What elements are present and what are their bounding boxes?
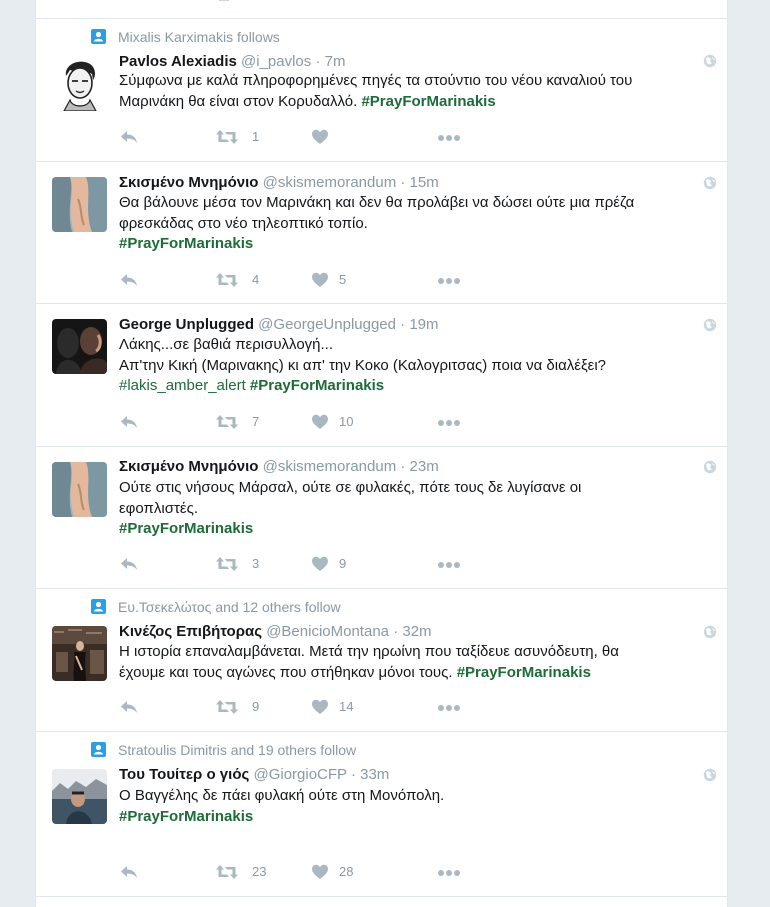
tweet-text-segment: έχουμε και τους αγώνες που στήθηκαν μόνοι τους. <box>119 663 457 681</box>
heart-icon <box>311 271 329 289</box>
retweet-button[interactable] <box>215 554 275 574</box>
user-fullname[interactable]: Του Τουίτερ ο γιός <box>119 766 250 783</box>
tweet[interactable] <box>36 162 727 304</box>
heart-icon <box>311 863 329 881</box>
like-button[interactable] <box>311 127 371 147</box>
tweet[interactable] <box>36 732 727 897</box>
tweet-header <box>119 173 439 193</box>
reply-button[interactable] <box>119 862 143 882</box>
tweet-text-segment: Απ'την Κική (Μαριvακης) κι απ' την Κοκο (Καλογριτσας) ποια να διαλέξει? <box>119 356 607 374</box>
context-text[interactable]: Stratoulis Dimitris and 19 others follow <box>118 742 357 758</box>
tweet-line <box>119 234 689 255</box>
time-separator: · <box>400 316 406 333</box>
more-button[interactable] <box>437 554 463 574</box>
tweet-text-segment: Ούτε στις νήσους Μάρσαλ, ούτε σε φυλακές, πότε τους δε λυγίσανε οι <box>119 479 582 496</box>
hashtag-link[interactable]: #PrayForMarinakis <box>361 92 496 110</box>
retweet-button[interactable] <box>215 862 275 882</box>
retweet-count: 1 <box>252 129 260 144</box>
hashtag-link[interactable]: #PrayForMarinakis <box>456 663 591 681</box>
time-separator: · <box>400 174 406 191</box>
retweet-count: 7 <box>252 414 260 429</box>
tweet-text-segment: Σύμφωνα με καλά πληροφορημένες πηγές τα στούντιο του νέου καναλιού του <box>119 72 633 89</box>
tweet[interactable] <box>36 18 727 162</box>
user-handle[interactable]: @BenicioMontana <box>266 623 390 640</box>
tweet[interactable] <box>36 304 727 447</box>
tweet-time[interactable]: 7m <box>324 53 346 70</box>
user-fullname[interactable]: Pavlos Alexiadis <box>119 53 237 70</box>
tweet-line <box>119 663 689 684</box>
hashtag-link[interactable]: #PrayForMarinakis <box>249 377 385 395</box>
hashtag-link[interactable]: #PrayForMarinakis <box>119 520 254 538</box>
retweet-count: 23 <box>252 864 267 879</box>
avatar-image <box>52 462 107 517</box>
tweet-actions <box>119 270 479 290</box>
tweet-text <box>119 786 689 827</box>
tweet-time[interactable]: 32m <box>402 623 432 640</box>
avatar[interactable] <box>52 56 107 111</box>
tweet-header <box>119 315 439 335</box>
retweet-button[interactable] <box>215 127 275 147</box>
reply-button[interactable] <box>119 270 143 290</box>
person-icon <box>91 29 106 44</box>
avatar-image <box>52 56 107 111</box>
user-fullname[interactable]: Σκισμένο Μνημόνιο <box>119 174 259 191</box>
more-icon <box>437 134 461 142</box>
retweet-button[interactable] <box>215 412 275 432</box>
avatar-image <box>52 626 107 681</box>
reply-icon <box>119 413 139 431</box>
hashtag-link[interactable]: #lakis_amber_alert <box>119 377 246 395</box>
user-handle[interactable]: @GiorgioCFP <box>253 766 347 783</box>
tweet-text-segment: Λάκης...σε βαθιά περισυλλογή... <box>119 336 334 353</box>
timeline <box>35 0 728 907</box>
tweet-line <box>119 499 689 520</box>
reply-icon <box>119 271 139 289</box>
tweet-header <box>119 52 345 72</box>
context-text[interactable]: Ευ.Τσεκελώτος and 12 others follow <box>118 599 341 615</box>
tweet-actions <box>119 862 479 882</box>
tweet-text-segment: φρεσκάδας στο νέο τηλεοπτικό τοπίο. <box>119 214 368 232</box>
reply-button[interactable] <box>119 127 143 147</box>
reply-button[interactable] <box>119 697 143 717</box>
tweet-line <box>119 376 689 397</box>
user-fullname[interactable]: Σκισμένο Μνημόνιο <box>119 458 259 475</box>
retweet-icon[interactable] <box>219 0 241 4</box>
tweet-line <box>119 642 689 663</box>
retweet-count: 3 <box>252 556 260 571</box>
like-button[interactable] <box>311 697 371 717</box>
tweet-text <box>119 193 689 255</box>
tweet-text-segment: εφοπλιστές. <box>119 499 198 517</box>
tweet-line <box>119 519 689 540</box>
person-icon <box>91 742 106 757</box>
like-button[interactable] <box>311 862 371 882</box>
like-count: 9 <box>339 556 347 571</box>
tweet-time[interactable]: 33m <box>360 766 390 783</box>
tweet-text-segment: Ο Βαγγέλης δε πάει φυλακή ούτε στη Μονόπολη. <box>119 787 445 804</box>
tweet[interactable] <box>36 447 727 589</box>
time-separator: · <box>350 766 356 783</box>
globe-icon <box>703 768 717 782</box>
user-fullname[interactable]: Κινέζος Επιβήτορας <box>119 623 263 640</box>
more-button[interactable] <box>437 862 463 882</box>
avatar[interactable] <box>52 769 107 824</box>
retweet-icon <box>215 128 239 146</box>
user-handle[interactable]: @GeorgeUnplugged <box>258 316 396 333</box>
globe-icon <box>703 176 717 190</box>
tweet-line <box>119 356 689 377</box>
user-handle[interactable]: @i_pavlos <box>241 53 312 70</box>
more-icon <box>437 704 461 712</box>
more-button[interactable] <box>437 412 463 432</box>
tweet-actions <box>119 697 479 717</box>
like-button[interactable] <box>311 554 371 574</box>
time-separator: · <box>393 623 399 640</box>
retweet-icon <box>215 271 239 289</box>
previous-tweet-stub <box>36 0 727 19</box>
avatar[interactable] <box>52 462 107 517</box>
globe-icon <box>703 625 717 639</box>
tweet-text-segment: Θα βάλουνε μέσα τον Μαριvάκη και δεν θα προλάβει να δώσει ούτε μια πρέζα <box>119 194 635 211</box>
like-count: 10 <box>339 414 354 429</box>
avatar[interactable] <box>52 177 107 232</box>
tweet-line <box>119 193 689 214</box>
retweet-button[interactable] <box>215 697 275 717</box>
reply-icon <box>119 555 139 573</box>
tweet-time[interactable]: 23m <box>409 458 439 475</box>
user-handle[interactable]: @skismemorandum <box>262 174 397 191</box>
avatar-image <box>52 319 107 374</box>
globe-icon <box>703 460 717 474</box>
retweet-count: 9 <box>252 699 260 714</box>
tweet-text <box>119 642 689 683</box>
tweet-time[interactable]: 15m <box>409 174 439 191</box>
retweet-icon <box>215 863 239 881</box>
more-icon <box>437 561 461 569</box>
globe-icon <box>703 318 717 332</box>
retweet-button[interactable] <box>215 270 275 290</box>
time-separator: · <box>400 458 406 475</box>
tweet-text <box>119 71 689 112</box>
avatar[interactable] <box>52 319 107 374</box>
tweet-line <box>119 335 689 356</box>
tweet-text-segment: Η ιστορία επαναλαμβάνεται. Μετά την ηρωίνη που ταξίδευε ασυνόδευτη, θα <box>119 643 619 660</box>
user-handle[interactable]: @skismemorandum <box>262 458 397 475</box>
avatar[interactable] <box>52 626 107 681</box>
heart-icon <box>311 698 329 716</box>
more-button[interactable] <box>437 270 463 290</box>
like-count: 5 <box>339 272 347 287</box>
retweet-icon <box>215 555 239 573</box>
globe-icon <box>703 54 717 68</box>
heart-icon <box>311 413 329 431</box>
retweet-icon <box>215 413 239 431</box>
avatar-image <box>52 177 107 232</box>
heart-icon <box>311 555 329 573</box>
avatar-image <box>52 769 107 824</box>
like-button[interactable] <box>311 412 371 432</box>
tweet-text <box>119 478 689 540</box>
tweet-text-segment: Μαρινάκη θα είναι στον Κορυδαλλό. <box>119 92 362 110</box>
reply-button[interactable] <box>119 554 143 574</box>
more-icon <box>437 277 461 285</box>
hashtag-link[interactable]: #PrayForMarinakis <box>119 235 254 253</box>
tweet-line <box>119 478 689 499</box>
tweet[interactable] <box>36 589 727 732</box>
tweet-line <box>119 92 689 113</box>
more-icon <box>437 419 461 427</box>
like-count: 14 <box>339 699 354 714</box>
time-separator: · <box>315 53 321 70</box>
reply-icon <box>119 863 139 881</box>
more-button[interactable] <box>437 697 463 717</box>
tweet-text <box>119 335 689 397</box>
tweet-actions <box>119 412 479 432</box>
more-icon <box>437 869 461 877</box>
tweet-line <box>119 807 689 828</box>
tweet-line <box>119 214 689 235</box>
reply-button[interactable] <box>119 412 143 432</box>
reply-icon <box>119 698 139 716</box>
hashtag-link[interactable]: #PrayForMarinakis <box>119 807 254 825</box>
tweet-header <box>119 622 432 642</box>
reply-icon <box>119 128 139 146</box>
retweet-count: 4 <box>252 272 260 287</box>
tweet-time[interactable]: 19m <box>409 316 439 333</box>
tweet-header <box>119 765 389 785</box>
tweet-actions <box>119 127 479 147</box>
heart-icon <box>311 128 329 146</box>
more-button[interactable] <box>437 127 463 147</box>
like-button[interactable] <box>311 270 371 290</box>
like-count: 28 <box>339 864 354 879</box>
tweet-header <box>119 457 439 477</box>
person-icon <box>91 599 106 614</box>
tweet-line <box>119 71 689 92</box>
context-text[interactable]: Mixalis Karximakis follows <box>118 29 280 45</box>
tweet-line <box>119 786 689 807</box>
retweet-icon <box>215 698 239 716</box>
tweet-actions <box>119 554 479 574</box>
user-fullname[interactable]: George Unplugged <box>119 316 254 333</box>
